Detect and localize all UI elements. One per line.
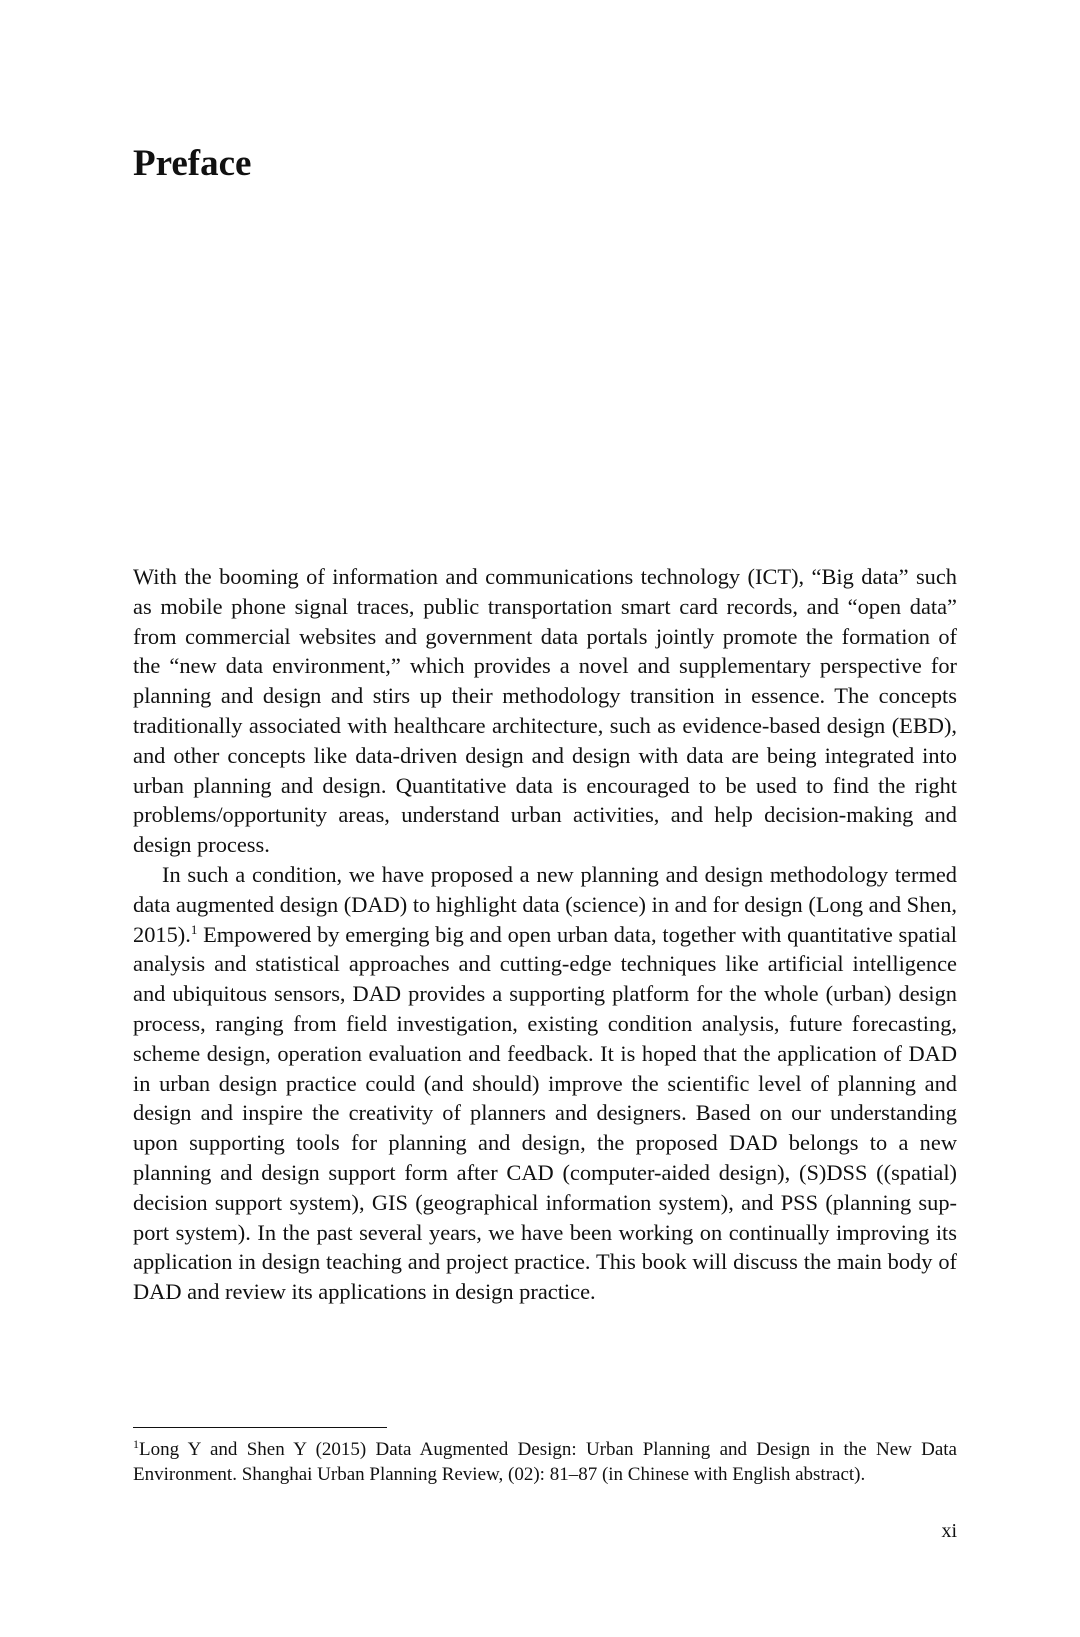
footnote-text: Long Y and Shen Y (2015) Data Augmented Design: Urban Planning and Design in the New Data Environment. Shanghai Urban Planning Review, (02): 81–87 (in Chinese with English abstract). — [133, 1439, 957, 1485]
footnote — [133, 1437, 957, 1487]
body-text — [133, 562, 957, 1307]
paragraph-2 — [133, 860, 957, 1307]
paragraph-1: With the booming of information and communications technology (ICT), “Big data” such as mobile phone signal traces, public transportation smart card records, and “open data” from commercial websites and government data portals jointly promote the formation of the “new data environment,” which provides a novel and supplementary perspective for planning and design and stirs up their methodology transition in essence. The concepts traditionally associated with healthcare architecture, such as evidence-based design (EBD), and other concepts like data-driven design and design with data are being integrated into urban planning and design. Quantitative data is encouraged to be used to find the right problems/opportunity areas, understand urban activities, and help decision-making and design process. — [133, 564, 957, 858]
paragraph-2-text-before-ref: In such a condition, we have proposed a new planning and design methodology termed data augmented design (DAD) to highlight data (science) in and for design (Long and Shen, 2015). — [133, 861, 957, 947]
paragraph-2-text-after-ref: Empowered by emerging big and open urban data, together with quantitative spatial analysis and statistical approaches and cutting-edge techniques like artificial intelligence and ubiquitous sensors, DAD provides a supporting platform for the whole (urban) design process, ranging from field investigation, existing condition analysis, future forecasting, scheme design, operation evaluation and feedback. It is hoped that the application of DAD in urban design practice could (and should) improve the scientific level of planning and design and inspire the creativity of planners and designers. Based on our understanding upon supporting tools for planning and design, the proposed DAD belongs to a new planning and design support form after CAD (computer-aided design), (S)DSS ((spatial) decision support system), GIS (geographical information system), and PSS (planning support system). In the past several years, we have been working on continually improving its application in design teaching and project practice. This book will discuss the main body of DAD and review its applications in design practice. — [133, 921, 957, 1305]
footnote-reference[interactable]: 1 — [190, 921, 198, 937]
page-title: Preface — [133, 143, 252, 184]
footnote-marker: 1 — [133, 1437, 139, 1451]
footnote-divider — [133, 1427, 387, 1428]
page-number: xi — [941, 1520, 957, 1542]
